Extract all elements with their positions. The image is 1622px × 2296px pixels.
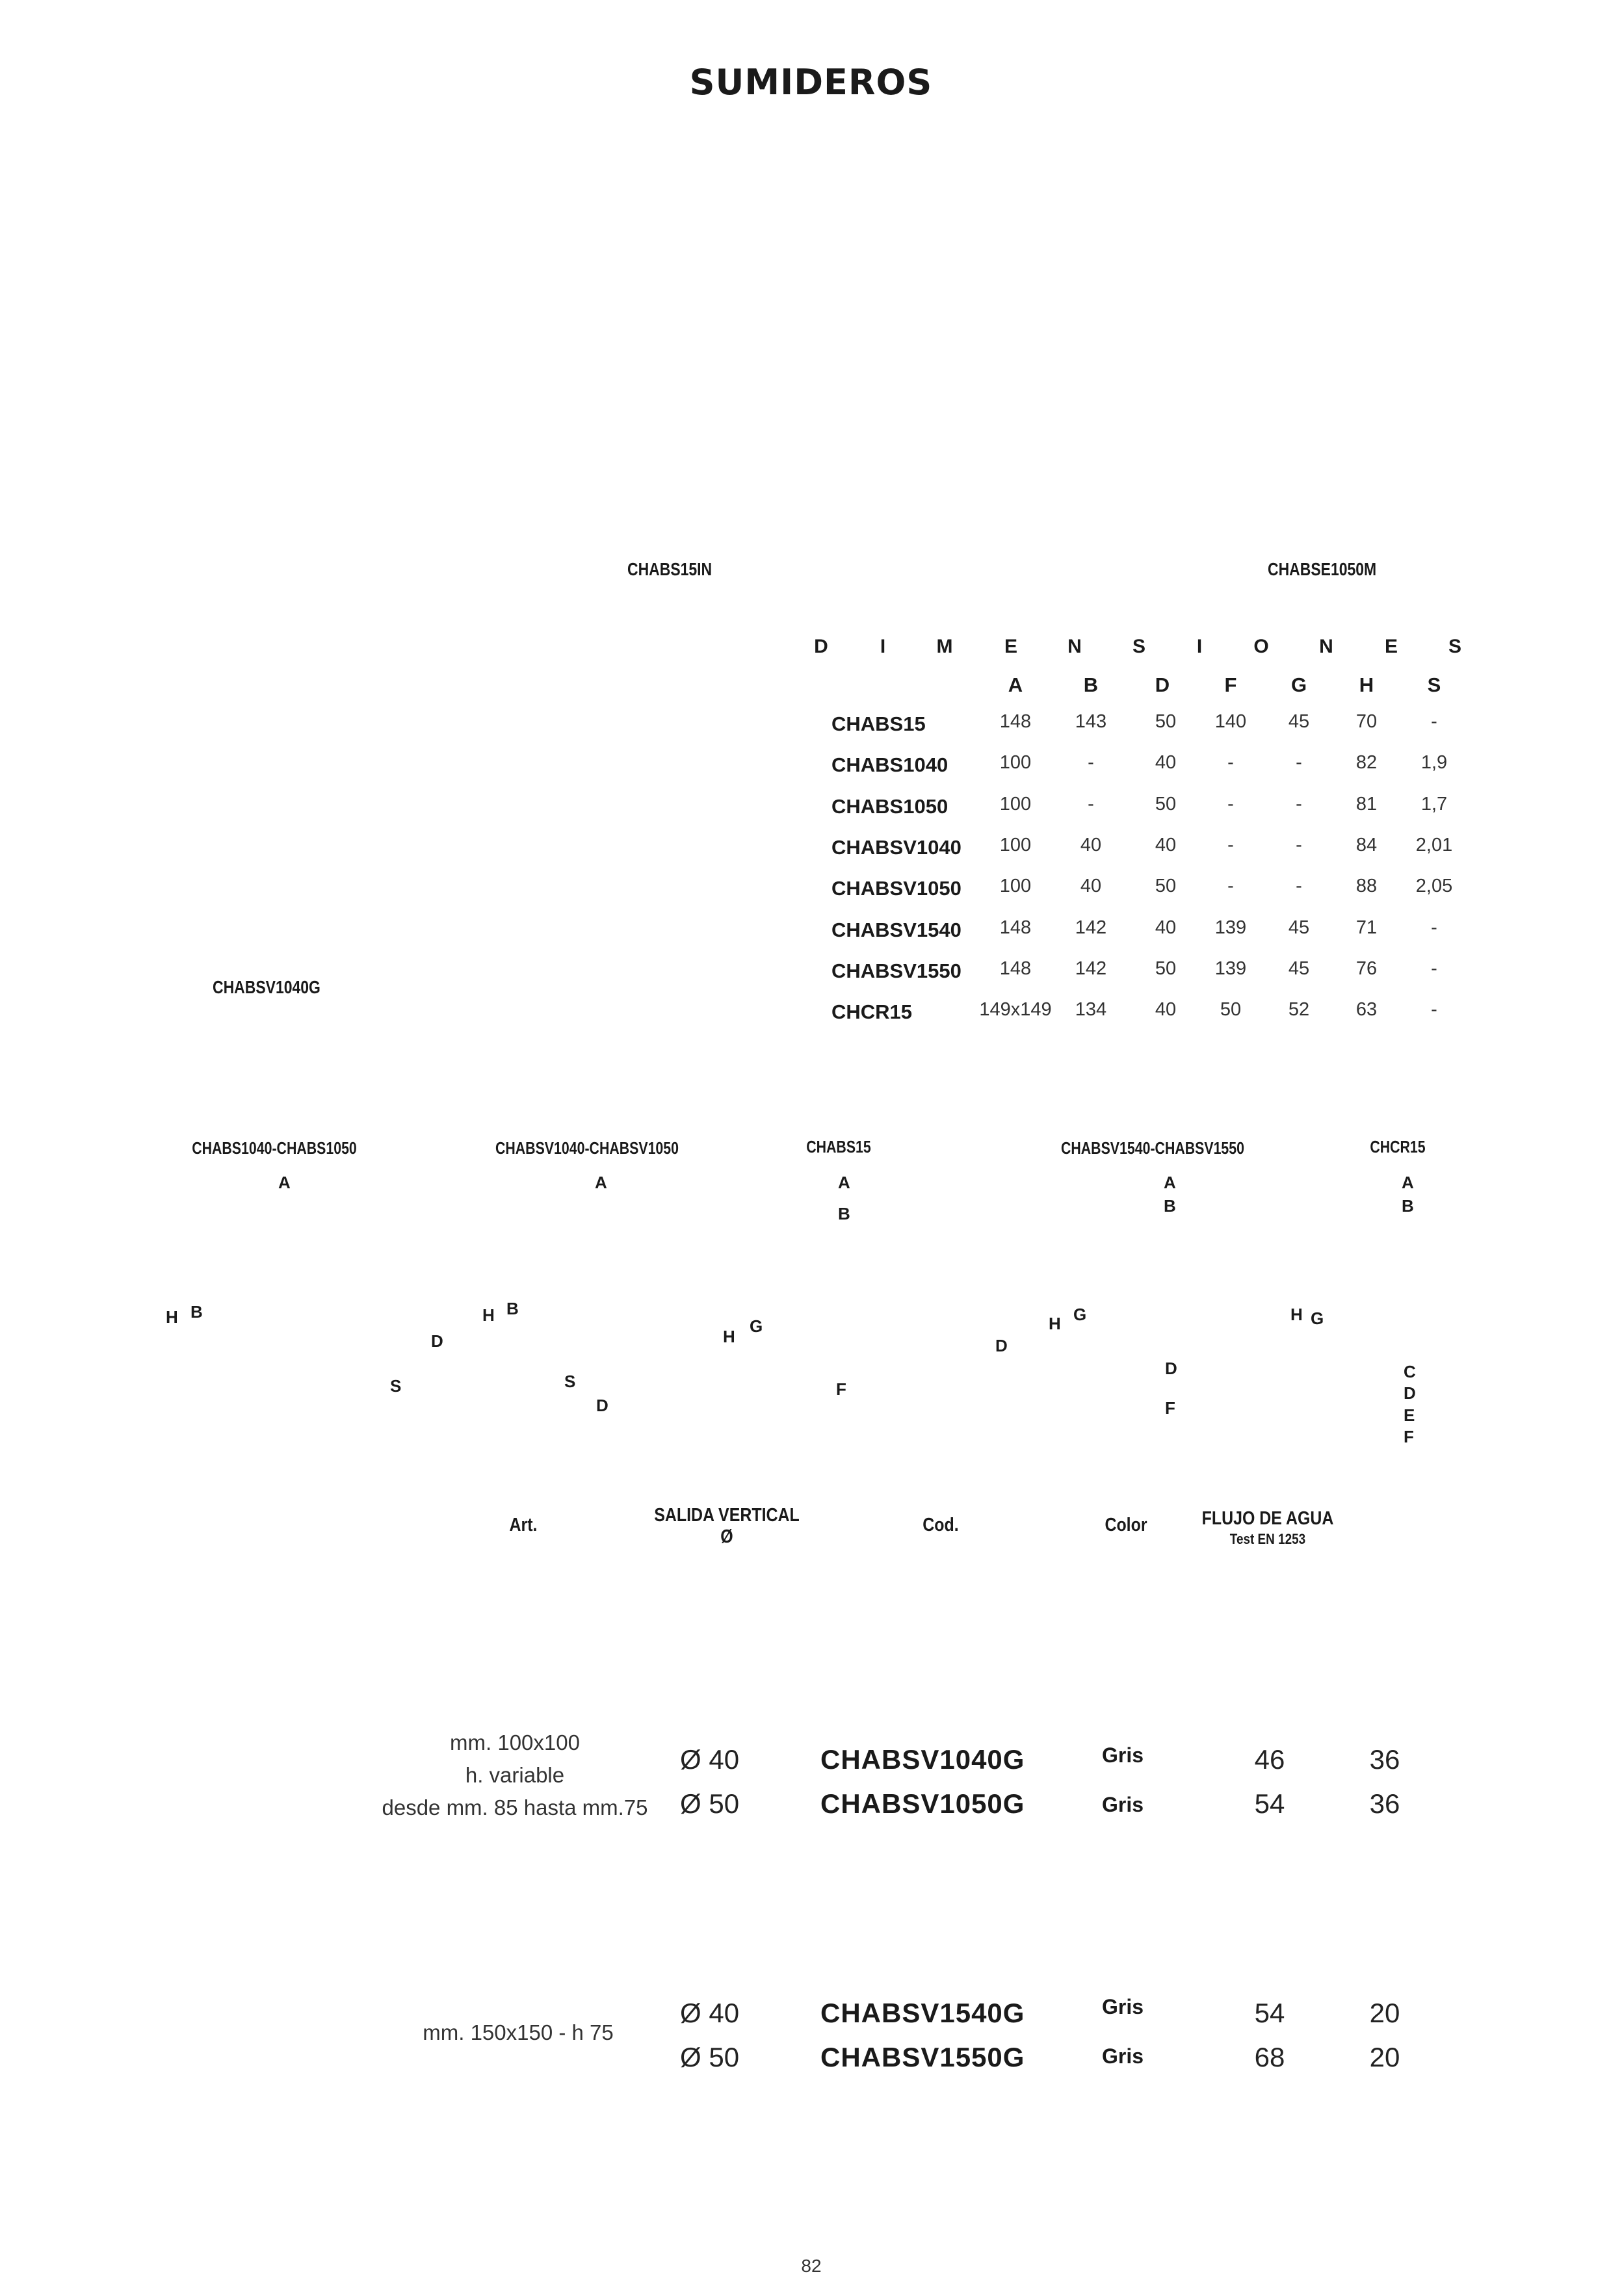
- dimension-cell: -: [1088, 752, 1094, 773]
- column-header: B: [1083, 673, 1099, 696]
- dimension-cell: 88: [1355, 876, 1378, 896]
- dimension-cell: 50: [1155, 711, 1177, 732]
- diagram-title-chabsv1540: CHABSV1540-CHABSV1550: [1060, 1138, 1245, 1158]
- dimension-cell: 50: [1155, 958, 1177, 979]
- product-label-chabse1050m: CHABSE1050M: [1268, 559, 1377, 579]
- dimension-cell: -: [1227, 752, 1234, 773]
- column-header: G: [1290, 673, 1307, 696]
- dimension-cell: 40: [1080, 876, 1102, 896]
- dim-letter: A: [1402, 1173, 1414, 1192]
- dim-letter: F: [836, 1379, 846, 1399]
- heading-letter: E: [1384, 636, 1398, 657]
- dim-letter: D: [596, 1396, 608, 1415]
- dimension-cell: 84: [1355, 835, 1378, 855]
- dimension-cell: 63: [1355, 999, 1378, 1020]
- dimension-cell: 52: [1288, 999, 1310, 1020]
- flow-cell: 68: [1254, 2042, 1285, 2072]
- dim-letter: G: [1073, 1305, 1087, 1324]
- row-model-name: CHABSV1050: [831, 877, 961, 900]
- group-description-line: mm. 150x150 - h 75: [423, 2020, 614, 2044]
- header-flujo-test: Test EN 1253: [1229, 1531, 1306, 1547]
- dim-letter: H: [166, 1307, 178, 1327]
- dimension-cell: 148: [999, 711, 1032, 732]
- flow-cell: 54: [1254, 1788, 1285, 1819]
- dimension-cell: 142: [1075, 958, 1107, 979]
- header-flujo-agua: FLUJO DE AGUA: [1201, 1508, 1334, 1529]
- dimension-cell: 149x149: [979, 999, 1052, 1020]
- heading-letter: M: [936, 636, 953, 657]
- diagram-title-chabs15: CHABS15: [806, 1137, 871, 1156]
- dimension-cell: 134: [1075, 999, 1107, 1020]
- dim-letter: D: [1404, 1383, 1416, 1403]
- dimension-cell: 2,05: [1415, 876, 1453, 896]
- dim-letter: G: [750, 1316, 763, 1336]
- heading-letter: N: [1319, 636, 1333, 657]
- dim-letter: B: [506, 1299, 519, 1318]
- dim-letter: B: [1402, 1196, 1414, 1216]
- row-model-name: CHCR15: [831, 1000, 913, 1023]
- dim-letter: A: [595, 1173, 607, 1192]
- dim-letter: H: [482, 1305, 495, 1325]
- product-code: CHABSV1540G: [820, 1998, 1025, 2028]
- dimension-cell: -: [1296, 876, 1302, 896]
- dimension-cell: 100: [999, 835, 1032, 855]
- dimension-cell: 50: [1155, 794, 1177, 815]
- dimension-cell: 2,01: [1415, 835, 1453, 855]
- dimension-cell: 148: [999, 958, 1032, 979]
- header-art: Art.: [509, 1515, 538, 1535]
- group-description-line: h. variable: [465, 1763, 565, 1787]
- dimension-cell: 40: [1155, 917, 1177, 938]
- dimension-cell: 142: [1075, 917, 1107, 938]
- column-header: F: [1224, 673, 1237, 696]
- page-number: 82: [801, 2256, 822, 2276]
- dim-letter: H: [1049, 1314, 1061, 1333]
- dimension-cell: -: [1296, 752, 1302, 773]
- row-model-name: CHABS15: [831, 712, 926, 735]
- extra-value-cell: 36: [1369, 1744, 1400, 1775]
- color-cell: Gris: [1102, 1743, 1144, 1767]
- heading-letter: N: [1067, 636, 1082, 657]
- row-model-name: CHABS1040: [831, 753, 948, 776]
- color-cell: Gris: [1102, 1793, 1144, 1816]
- flow-cell: 54: [1254, 1998, 1285, 2028]
- heading-letter: O: [1253, 636, 1269, 657]
- diagram-title-chcr15: CHCR15: [1370, 1137, 1426, 1156]
- heading-letter: S: [1448, 636, 1462, 657]
- dim-letter: A: [838, 1173, 850, 1192]
- dimension-cell: 1,9: [1420, 752, 1448, 773]
- heading-letter: S: [1132, 636, 1146, 657]
- dim-letter: A: [1164, 1173, 1176, 1192]
- dim-letter: H: [723, 1327, 735, 1346]
- dim-letter: B: [190, 1302, 203, 1322]
- dimension-cell: 40: [1155, 999, 1177, 1020]
- column-header: A: [1008, 673, 1023, 696]
- dimension-cell: 70: [1355, 711, 1378, 732]
- diameter-cell: Ø 50: [680, 1788, 740, 1819]
- dim-letter: C: [1404, 1362, 1416, 1381]
- dimension-cell: 40: [1155, 835, 1177, 855]
- diagram-title-chabs1040: CHABS1040-CHABS1050: [192, 1138, 357, 1158]
- diameter-cell: Ø 50: [680, 2042, 740, 2072]
- heading-letter: I: [1196, 636, 1203, 657]
- dimension-cell: 100: [999, 794, 1032, 815]
- heading-letter: E: [1004, 636, 1018, 657]
- column-header: S: [1427, 673, 1441, 696]
- dim-letter: D: [431, 1331, 443, 1351]
- dim-letter: F: [1165, 1398, 1175, 1418]
- dim-letter: S: [390, 1376, 402, 1396]
- dimension-cell: -: [1296, 835, 1302, 855]
- row-model-name: CHABS1050: [831, 795, 948, 818]
- extra-value-cell: 36: [1369, 1788, 1400, 1819]
- dimension-cell: 140: [1214, 711, 1247, 732]
- product-label-chabs15in: CHABS15IN: [627, 559, 713, 579]
- dim-letter: D: [1165, 1359, 1177, 1378]
- dim-letter: B: [1164, 1196, 1176, 1216]
- extra-value-cell: 20: [1369, 1998, 1400, 2028]
- dimension-cell: 100: [999, 876, 1032, 896]
- dimension-cell: 40: [1155, 752, 1177, 773]
- color-cell: Gris: [1102, 2044, 1144, 2068]
- group-description-line: mm. 100x100: [450, 1730, 580, 1755]
- heading-letter: I: [880, 636, 886, 657]
- dimension-cell: 45: [1288, 958, 1310, 979]
- dimension-cell: 45: [1288, 917, 1310, 938]
- dimension-cell: 81: [1355, 794, 1378, 815]
- dimension-cell: 50: [1220, 999, 1242, 1020]
- row-model-name: CHABSV1540: [831, 919, 961, 941]
- dimension-cell: 71: [1355, 917, 1378, 938]
- page-title: SUMIDEROS: [689, 62, 933, 103]
- product-label-chabsv1040g: CHABSV1040G: [213, 977, 320, 997]
- dim-letter: G: [1311, 1309, 1324, 1328]
- column-header: D: [1155, 673, 1170, 696]
- dim-letter: F: [1404, 1427, 1414, 1446]
- dim-letter: A: [278, 1173, 291, 1192]
- dim-letter: E: [1404, 1405, 1415, 1425]
- header-color: Color: [1105, 1515, 1147, 1535]
- dim-letter: D: [995, 1336, 1008, 1355]
- product-code: CHABSV1550G: [820, 2042, 1025, 2072]
- diameter-cell: Ø 40: [680, 1998, 740, 2028]
- dimension-cell: 82: [1355, 752, 1378, 773]
- dimension-cell: 139: [1214, 917, 1247, 938]
- row-model-name: CHABSV1550: [831, 959, 961, 982]
- dimension-cell: -: [1431, 999, 1437, 1020]
- dim-letter: B: [838, 1204, 850, 1223]
- dimension-cell: -: [1088, 794, 1094, 815]
- dim-letter: H: [1290, 1305, 1303, 1324]
- dimension-cell: 1,7: [1420, 794, 1448, 815]
- dimension-cell: -: [1296, 794, 1302, 815]
- heading-letter: D: [814, 636, 828, 657]
- dimension-cell: 50: [1155, 876, 1177, 896]
- column-header: H: [1359, 673, 1374, 696]
- dimension-cell: 139: [1214, 958, 1247, 979]
- header-cod: Cod.: [922, 1515, 959, 1535]
- dimension-cell: 40: [1080, 835, 1102, 855]
- dimension-cell: 45: [1288, 711, 1310, 732]
- dimension-cell: -: [1227, 794, 1234, 815]
- header-salida-vertical: SALIDA VERTICAL: [654, 1505, 800, 1526]
- dim-letter: S: [564, 1372, 576, 1391]
- dimension-cell: -: [1431, 958, 1437, 979]
- diameter-cell: Ø 40: [680, 1744, 740, 1775]
- dimension-cell: 76: [1355, 958, 1378, 979]
- row-model-name: CHABSV1040: [831, 836, 961, 859]
- dimension-cell: -: [1431, 711, 1437, 732]
- group-description-line: desde mm. 85 hasta mm.75: [382, 1795, 648, 1820]
- dimension-cell: 143: [1075, 711, 1107, 732]
- dimension-cell: -: [1227, 835, 1234, 855]
- product-code: CHABSV1040G: [820, 1744, 1025, 1775]
- extra-value-cell: 20: [1369, 2042, 1400, 2072]
- diagram-title-chabsv1040: CHABSV1040-CHABSV1050: [495, 1138, 679, 1158]
- product-code: CHABSV1050G: [820, 1788, 1025, 1819]
- color-cell: Gris: [1102, 1995, 1144, 2018]
- dimension-cell: 100: [999, 752, 1032, 773]
- flow-cell: 46: [1254, 1744, 1285, 1775]
- dimension-cell: -: [1431, 917, 1437, 938]
- dimension-cell: 148: [999, 917, 1032, 938]
- header-salida-diameter: Ø: [720, 1526, 733, 1547]
- dimension-cell: -: [1227, 876, 1234, 896]
